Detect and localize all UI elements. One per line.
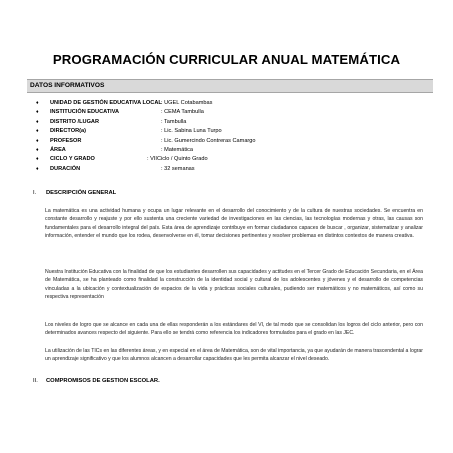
info-label: INSTITUCIÓN EDUCATIVA	[50, 109, 120, 116]
info-value: : VIICiclo / Quinto Grado	[147, 156, 208, 163]
bullet-icon: ♦	[36, 137, 39, 144]
info-row	[36, 146, 416, 155]
paragraph: La matemática es una actividad humana y ocupa un lugar relevante en el desarrollo del conocimiento y de la cultura de nuestras sociedades. Se encuentra en constante desarrollo y reajuste y por ello sustenta una creciente variedad de investigaciones en las ciencias, las tecnologías modernas y otras, las causas son fundamentales para el desarrollo integral del país. Esta área de aprendizaje contribuye en formar ciudadanos capaces de buscar , organizar, sistematizar y analizar información, entender el mundo que los rodea, desenvolverse en él, tomar decisiones pertinentes y resolver problemas en distintos contextos de manera creativa.	[45, 208, 423, 240]
bullet-icon: ♦	[36, 165, 39, 172]
info-label: CICLO Y GRADO	[50, 156, 95, 163]
info-value: : CEMA Tambulla	[161, 109, 204, 116]
info-value: : Matemática	[161, 146, 194, 153]
info-list	[36, 99, 416, 174]
section-title: DESCRIPCIÓN GENERAL	[46, 190, 117, 196]
bullet-icon: ♦	[36, 128, 39, 135]
info-label: DIRECTOR(a)	[50, 128, 86, 135]
bullet-icon: ♦	[36, 118, 39, 125]
info-value: : Lic. Sabina Luna Turpo	[161, 128, 222, 135]
info-value: : Lic. Gumercindo Contreras Camargo	[161, 137, 256, 144]
info-value: : 32 semanas	[161, 165, 195, 172]
info-row	[36, 127, 416, 136]
paragraph: La utilización de las TICs en las diferentes áreas, y en especial en el área de Matemática, son de vital importancia, ya que ayudarán de manera trascendental a lograr un aprendizaje significativo y que los alumnos alcancen a desarrollar capacidades que les permita alcanzar el nivel deseado.	[45, 348, 423, 363]
info-label: DISTRITO /LUGAR	[50, 118, 99, 125]
info-label: ÁREA	[50, 146, 66, 153]
bullet-icon: ♦	[36, 146, 39, 153]
bullet-icon: ♦	[36, 100, 39, 106]
info-row	[36, 108, 416, 117]
banner-label: DATOS INFORMATIVOS	[30, 82, 105, 89]
bullet-icon: ♦	[36, 156, 39, 163]
info-label: DURACIÓN	[50, 165, 81, 172]
document-title: PROGRAMACIÓN CURRICULAR ANUAL MATEMÁTICA	[52, 52, 401, 67]
info-row	[36, 155, 416, 164]
section-number: I.	[33, 190, 37, 196]
info-label: PROFESOR	[50, 137, 82, 144]
bullet-icon: ♦	[36, 109, 39, 116]
info-value: : UGEL Cotabambas	[161, 100, 213, 106]
paragraph: Los niveles de logro que se alcance en cada una de ellas responderán a los estándares del VI, de tal modo que se consolidan los logros del ciclo anterior, pero con determinados avances respecto del siguiente. Para ello se tendrá como referencia los indicadores formulados para el grado en las JEC.	[45, 322, 423, 337]
section-number: II.	[33, 378, 38, 384]
section-banner	[27, 79, 433, 93]
info-row	[36, 118, 416, 127]
section-title: COMPROMISOS DE GESTION ESCOLAR.	[46, 378, 160, 384]
paragraph: Nuestra Institución Educativa con la finalidad de que los estudiantes desarrollen sus capacidades y actitudes en el Tercer Grado de Educación Secundaria, en el Área de Matemática, se ha planteado como finalidad la construcción de la identidad social y cultural de los adolescentes y jóvenes y el desarrollo de competencias vinculadas a la ubicación y contextualización de espacios de la vida y prácticas sociales culturales, pudiendo ser matemáticos y no matemáticos, así como su respectiva representación	[45, 269, 423, 301]
info-value: : Tambulla	[161, 118, 187, 125]
info-row	[36, 99, 416, 108]
info-row	[36, 137, 416, 146]
info-label: UNIDAD DE GESTIÓN EDUCATIVA LOCAL	[50, 100, 162, 106]
info-row	[36, 165, 416, 174]
